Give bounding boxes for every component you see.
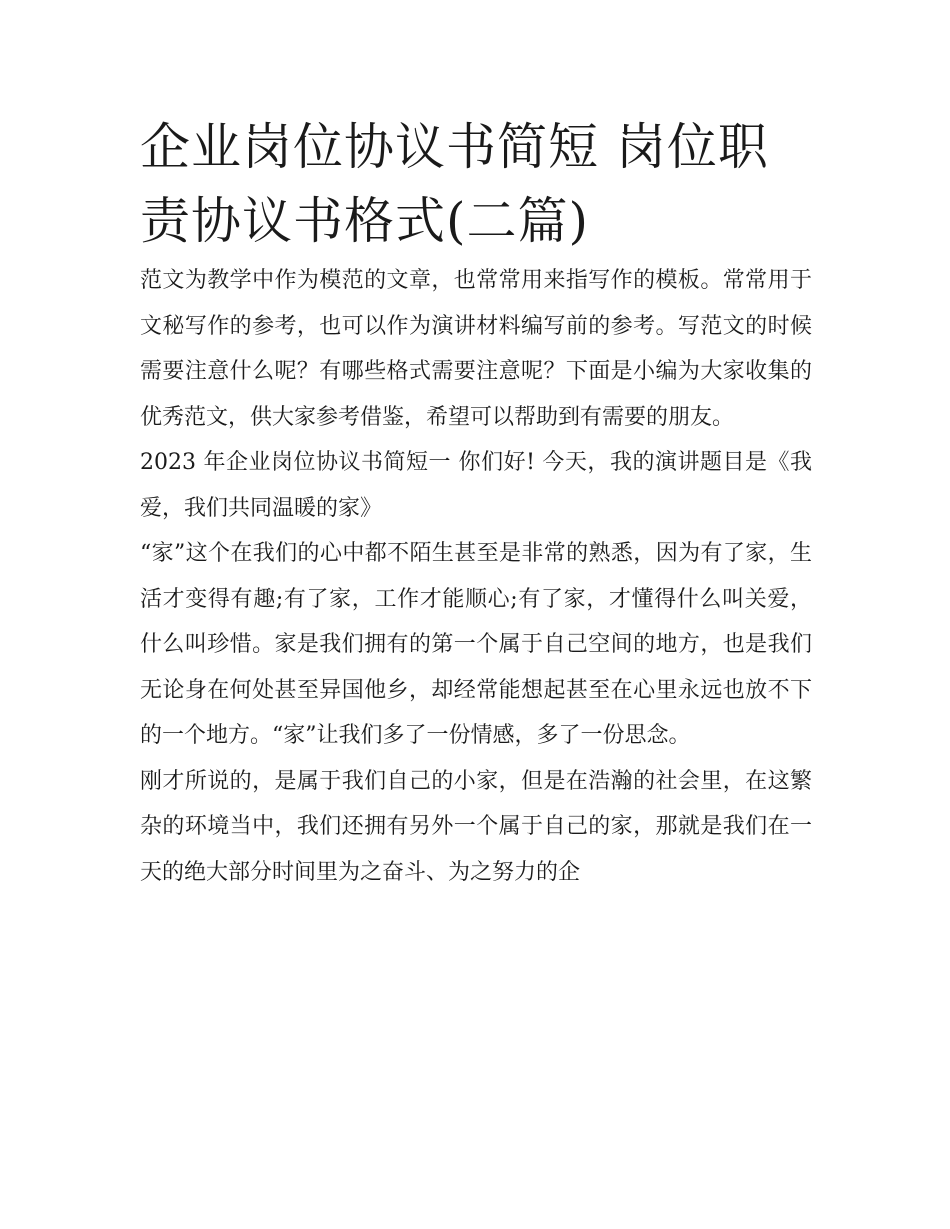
paragraph-speech-heading: 2023 年企业岗位协议书简短一 你们好! 今天，我的演讲题目是《我爱，我们共同温暖的家》 (140, 450, 812, 521)
paragraph-intro: 范文为教学中作为模范的文章，也常常用来指写作的模板。常常用于文秘写作的参考，也可以作为演讲材料编写前的参考。写范文的时候需要注意什么呢？有哪些格式需要注意呢？下面是小编为大家收集的优秀范文，供大家参考借鉴，希望可以帮助到有需要的朋友。 (140, 268, 812, 430)
document-content (140, 110, 812, 895)
paragraph-home: “家”这个在我们的心中都不陌生甚至是非常的熟悉，因为有了家，生活才变得有趣;有了家，工作才能顺心;有了家，才懂得什么叫关爱，什么叫珍惜。家是我们拥有的第一个属于自己空间的地方，也是我们无论身在何处甚至异国他乡，却经常能想起甚至在心里永远也放不下的一个地方。“家”让我们多了一份情感，多了一份思念。 (140, 541, 812, 748)
paragraph-company-home: 刚才所说的，是属于我们自己的小家，但是在浩瀚的社会里，在这繁杂的环境当中，我们还拥有另外一个属于自己的家，那就是我们在一天的绝大部分时间里为之奋斗、为之努力的企 (140, 768, 812, 885)
document-title: 企业岗位协议书简短 岗位职责协议书格式(二篇) (140, 118, 769, 250)
document-body (140, 258, 812, 895)
